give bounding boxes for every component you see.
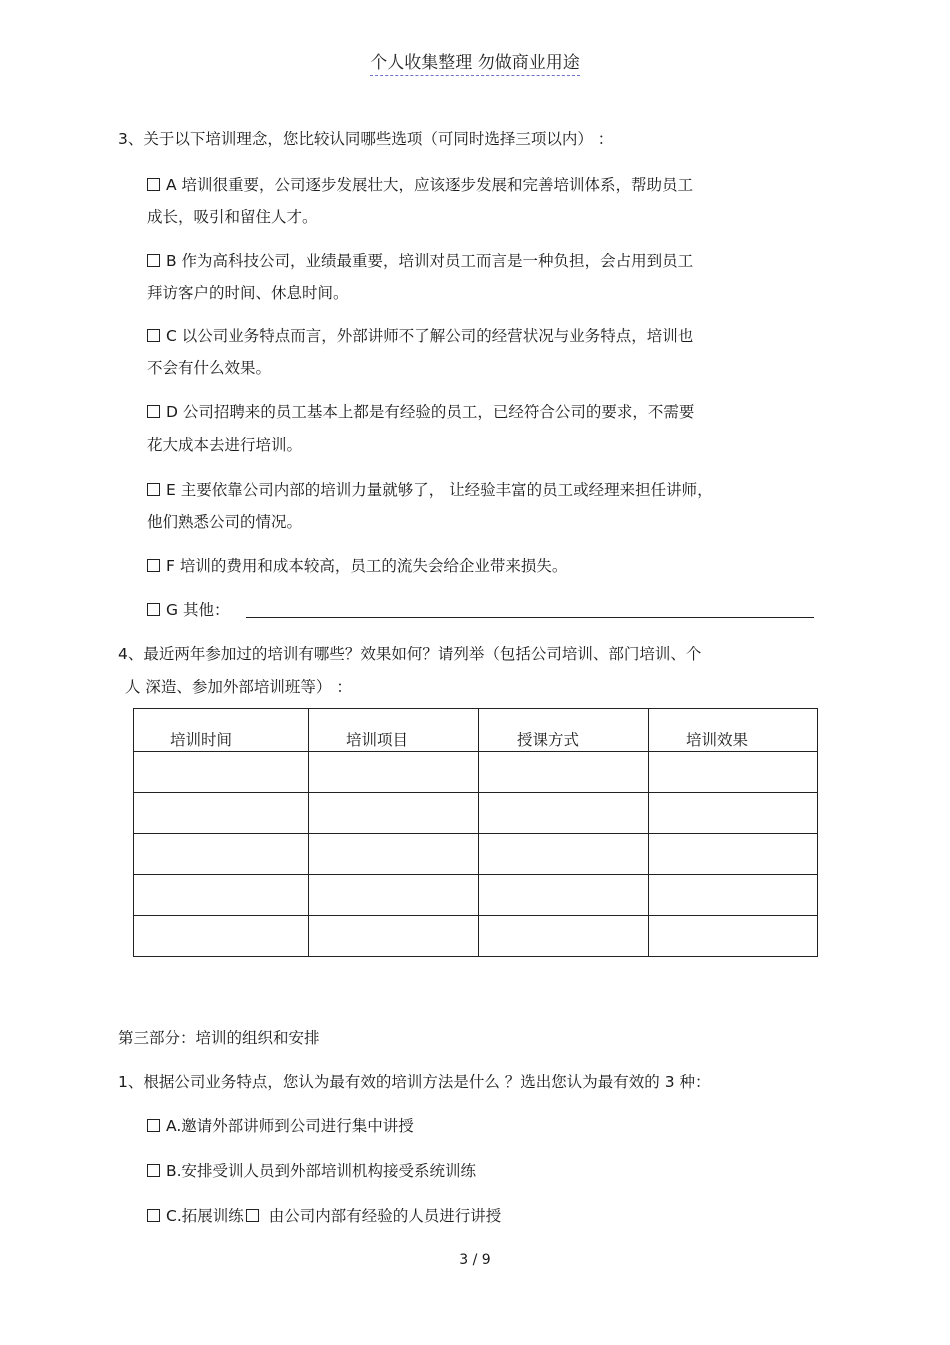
table-cell[interactable] <box>649 752 818 793</box>
training-history-table <box>133 708 818 957</box>
checkbox-icon[interactable] <box>147 603 160 616</box>
checkbox-icon[interactable] <box>147 559 160 572</box>
checkbox-icon[interactable] <box>147 483 160 496</box>
checkbox-icon[interactable] <box>147 329 160 342</box>
table-cell[interactable] <box>649 834 818 875</box>
option-c-cont: 不会有什么效果。 <box>147 359 272 377</box>
table-cell[interactable] <box>309 916 479 957</box>
table-header-row <box>134 709 818 752</box>
option-f[interactable]: F 培训的费用和成本较高，员工的流失会给企业带来损失。 <box>147 554 567 576</box>
table-cell[interactable] <box>479 834 649 875</box>
table-cell[interactable] <box>479 916 649 957</box>
table-cell[interactable] <box>309 834 479 875</box>
table-row <box>134 916 818 957</box>
page-header <box>0 48 950 73</box>
header-cell: 培训时间 <box>134 709 309 752</box>
question-4-line1: 4、最近两年参加过的培训有哪些？效果如何？请列举（包括公司培训、部门培训、个 <box>118 645 702 663</box>
table-cell[interactable] <box>134 916 309 957</box>
table-row <box>134 793 818 834</box>
checkbox-icon[interactable] <box>147 405 160 418</box>
option-e-cont: 他们熟悉公司的情况。 <box>147 513 303 531</box>
checkbox-icon[interactable] <box>147 1119 160 1132</box>
part-3-question-1: 1、根据公司业务特点，您认为最有效的培训方法是什么 ？选出您认为最有效的 3 种： <box>118 1073 711 1091</box>
other-fill-in-line[interactable] <box>246 617 814 618</box>
header-cell: 培训项目 <box>309 709 479 752</box>
checkbox-icon[interactable] <box>147 1164 160 1177</box>
watermark-text: 个人收集整理 勿做商业用途 <box>370 53 579 76</box>
table-cell[interactable] <box>309 793 479 834</box>
table-row <box>134 875 818 916</box>
part-3-title: 第三部分：培训的组织和安排 <box>118 1029 320 1047</box>
table-row <box>134 834 818 875</box>
table-cell[interactable] <box>479 752 649 793</box>
table-cell[interactable] <box>649 916 818 957</box>
table-cell[interactable] <box>479 793 649 834</box>
question-3-title: 3、关于以下培训理念，您比较认同哪些选项（可同时选择三项以内） ： <box>118 130 614 148</box>
option-e[interactable]: E 主要依靠公司内部的培训力量就够了， 让经验丰富的员工或经理来担任讲师， <box>147 478 713 500</box>
table-cell[interactable] <box>134 793 309 834</box>
option-d-cont: 花大成本去进行培训。 <box>147 436 303 454</box>
table-cell[interactable] <box>479 875 649 916</box>
question-4-line2: 人 深造、参加外部培训班等） ： <box>125 678 352 696</box>
option-b-cont: 拜访客户的时间、休息时间。 <box>147 284 349 302</box>
page-number: 3 / 9 <box>459 1252 491 1268</box>
option-d[interactable]: D 公司招聘来的员工基本上都是有经验的员工，已经符合公司的要求，不需要 <box>147 400 694 422</box>
table-cell[interactable] <box>649 793 818 834</box>
header-cell: 授课方式 <box>479 709 649 752</box>
checkbox-icon[interactable] <box>147 1209 160 1222</box>
method-option-c[interactable]: C.拓展训练 由公司内部有经验的人员进行讲授 <box>147 1204 501 1226</box>
table-cell[interactable] <box>309 875 479 916</box>
option-g[interactable]: G 其他： <box>147 598 229 620</box>
method-option-b[interactable]: B.安排受训人员到外部培训机构接受系统训练 <box>147 1159 476 1181</box>
header-cell: 培训效果 <box>649 709 818 752</box>
table-cell[interactable] <box>134 875 309 916</box>
checkbox-icon[interactable] <box>147 178 160 191</box>
table-cell[interactable] <box>649 875 818 916</box>
option-b[interactable]: B 作为高科技公司，业绩最重要，培训对员工而言是一种负担，会占用到员工 <box>147 249 693 271</box>
table-row <box>134 752 818 793</box>
table-cell[interactable] <box>134 752 309 793</box>
option-a-cont: 成长，吸引和留住人才。 <box>147 208 318 226</box>
checkbox-icon[interactable] <box>147 254 160 267</box>
table-cell[interactable] <box>309 752 479 793</box>
method-option-a[interactable]: A.邀请外部讲师到公司进行集中讲授 <box>147 1114 414 1136</box>
option-a[interactable]: A 培训很重要，公司逐步发展壮大，应该逐步发展和完善培训体系，帮助员工 <box>147 173 693 195</box>
table-cell[interactable] <box>134 834 309 875</box>
option-c[interactable]: C 以公司业务特点而言，外部讲师不了解公司的经营状况与业务特点，培训也 <box>147 324 693 346</box>
checkbox-icon[interactable] <box>246 1209 259 1222</box>
